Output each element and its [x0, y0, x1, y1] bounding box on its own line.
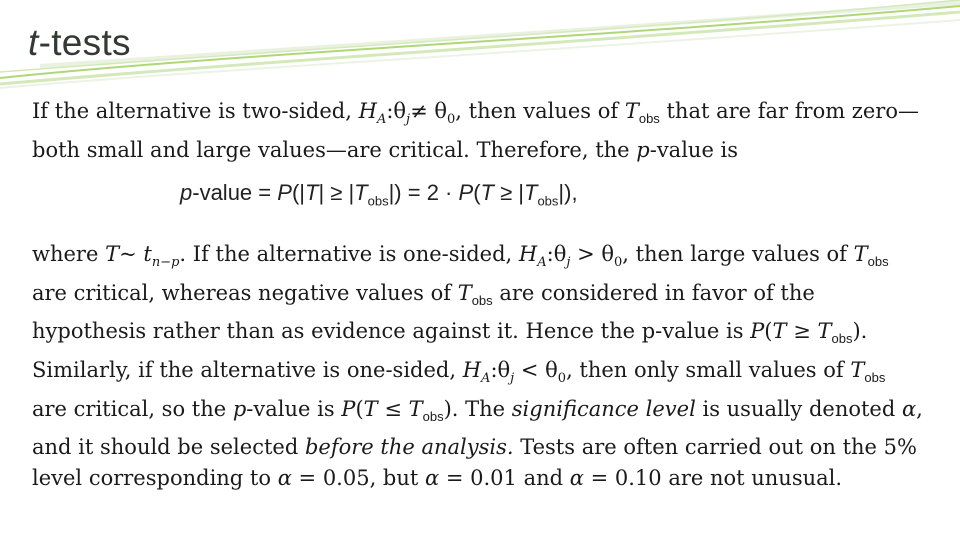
text: p	[636, 138, 650, 163]
text: α	[425, 465, 440, 490]
text: T	[304, 180, 319, 205]
title-t: t	[28, 22, 39, 63]
text: before the analysis.	[304, 434, 514, 459]
text: = 0.01 and	[439, 465, 570, 490]
text: T	[850, 357, 865, 382]
text: < θ	[514, 357, 558, 382]
text: j	[510, 370, 515, 386]
text: P	[458, 180, 474, 205]
text: ). The	[443, 396, 512, 421]
text: T	[354, 180, 368, 205]
text: = 0.05, but	[291, 465, 426, 490]
text: p	[180, 180, 193, 205]
text: ~	[119, 242, 144, 266]
text: |),	[558, 180, 578, 205]
text: -value is	[246, 396, 342, 421]
text: = 0.10 are not unusual.	[583, 465, 843, 490]
text: that are far from zero—both small and large values—are critical. Therefore, the	[32, 99, 919, 163]
decorative-swoosh	[0, 0, 960, 90]
text: (	[764, 319, 773, 344]
text: ≠ θ	[410, 99, 447, 123]
text: j	[566, 255, 571, 271]
text: t	[143, 242, 152, 266]
text: obs	[367, 193, 389, 209]
text: T	[457, 281, 472, 306]
text: :θ	[546, 242, 567, 266]
text: obs	[867, 254, 889, 270]
text: ). Similarly, if the alternative is one-sided,	[32, 319, 868, 382]
text: (	[473, 180, 481, 205]
text: (|	[291, 180, 305, 205]
text: ≥ |	[493, 180, 524, 205]
text: p	[232, 396, 247, 421]
text: T	[817, 319, 832, 344]
text: > θ	[570, 242, 614, 266]
text: j	[406, 112, 411, 128]
text: are critical, whereas negative values of	[32, 281, 458, 306]
text: If the alternative is two-sided,	[32, 99, 359, 123]
text: A	[376, 112, 387, 128]
text: A	[481, 370, 491, 386]
text: α	[901, 396, 917, 421]
title-rest: -tests	[38, 22, 131, 63]
text: H	[462, 357, 482, 382]
text: are considered in favor of the hypothesis rather than as evidence against it. Hence the p-value is	[32, 281, 815, 344]
text: Tests are often carried out on the 5% level corresponding to	[32, 434, 917, 490]
text: 0	[557, 370, 567, 386]
text: T	[523, 180, 538, 205]
text: is usually denoted	[695, 396, 902, 421]
text: 0	[447, 112, 456, 128]
text: :θ	[386, 99, 407, 123]
text: n−p	[151, 255, 180, 271]
text: T	[772, 319, 787, 344]
text: ≤	[377, 396, 409, 421]
text: -value =	[192, 180, 278, 205]
text: . If the alternative is one-sided,	[179, 242, 519, 266]
text: α	[277, 465, 292, 490]
text: , and it should be selected	[32, 396, 923, 459]
text: 0	[613, 255, 623, 271]
text: obs	[422, 408, 444, 424]
text: , then large values of	[622, 242, 854, 266]
text: obs	[638, 111, 660, 127]
text: | ≥ |	[318, 180, 355, 205]
text: P	[750, 319, 765, 344]
p-value-formula	[180, 180, 578, 208]
text: (	[355, 396, 364, 421]
text: ≥	[786, 319, 818, 344]
text: obs	[471, 293, 493, 309]
text: obs	[831, 331, 853, 347]
slide-title	[28, 22, 131, 64]
text: -value is	[649, 138, 739, 163]
paragraph-one-sided	[32, 239, 924, 494]
text: H	[358, 99, 377, 123]
text: , then only small values of	[566, 357, 851, 382]
text: α	[569, 465, 584, 490]
text: P	[341, 396, 356, 421]
text: T	[105, 242, 120, 266]
text: T	[408, 396, 423, 421]
text: , then values of	[455, 99, 625, 123]
text: P	[277, 180, 292, 205]
text: T	[853, 242, 868, 266]
text: obs	[537, 193, 559, 209]
text: obs	[864, 369, 886, 385]
text: where	[32, 242, 106, 266]
text: T	[480, 180, 494, 205]
text: significance level	[511, 396, 696, 421]
text: are critical, so the	[32, 396, 233, 421]
text: A	[537, 255, 547, 271]
text: |) = 2 ·	[388, 180, 459, 205]
text: :θ	[490, 357, 511, 382]
text: H	[518, 242, 538, 266]
paragraph-two-sided	[32, 96, 924, 166]
text: T	[363, 396, 378, 421]
text: T	[624, 99, 639, 123]
